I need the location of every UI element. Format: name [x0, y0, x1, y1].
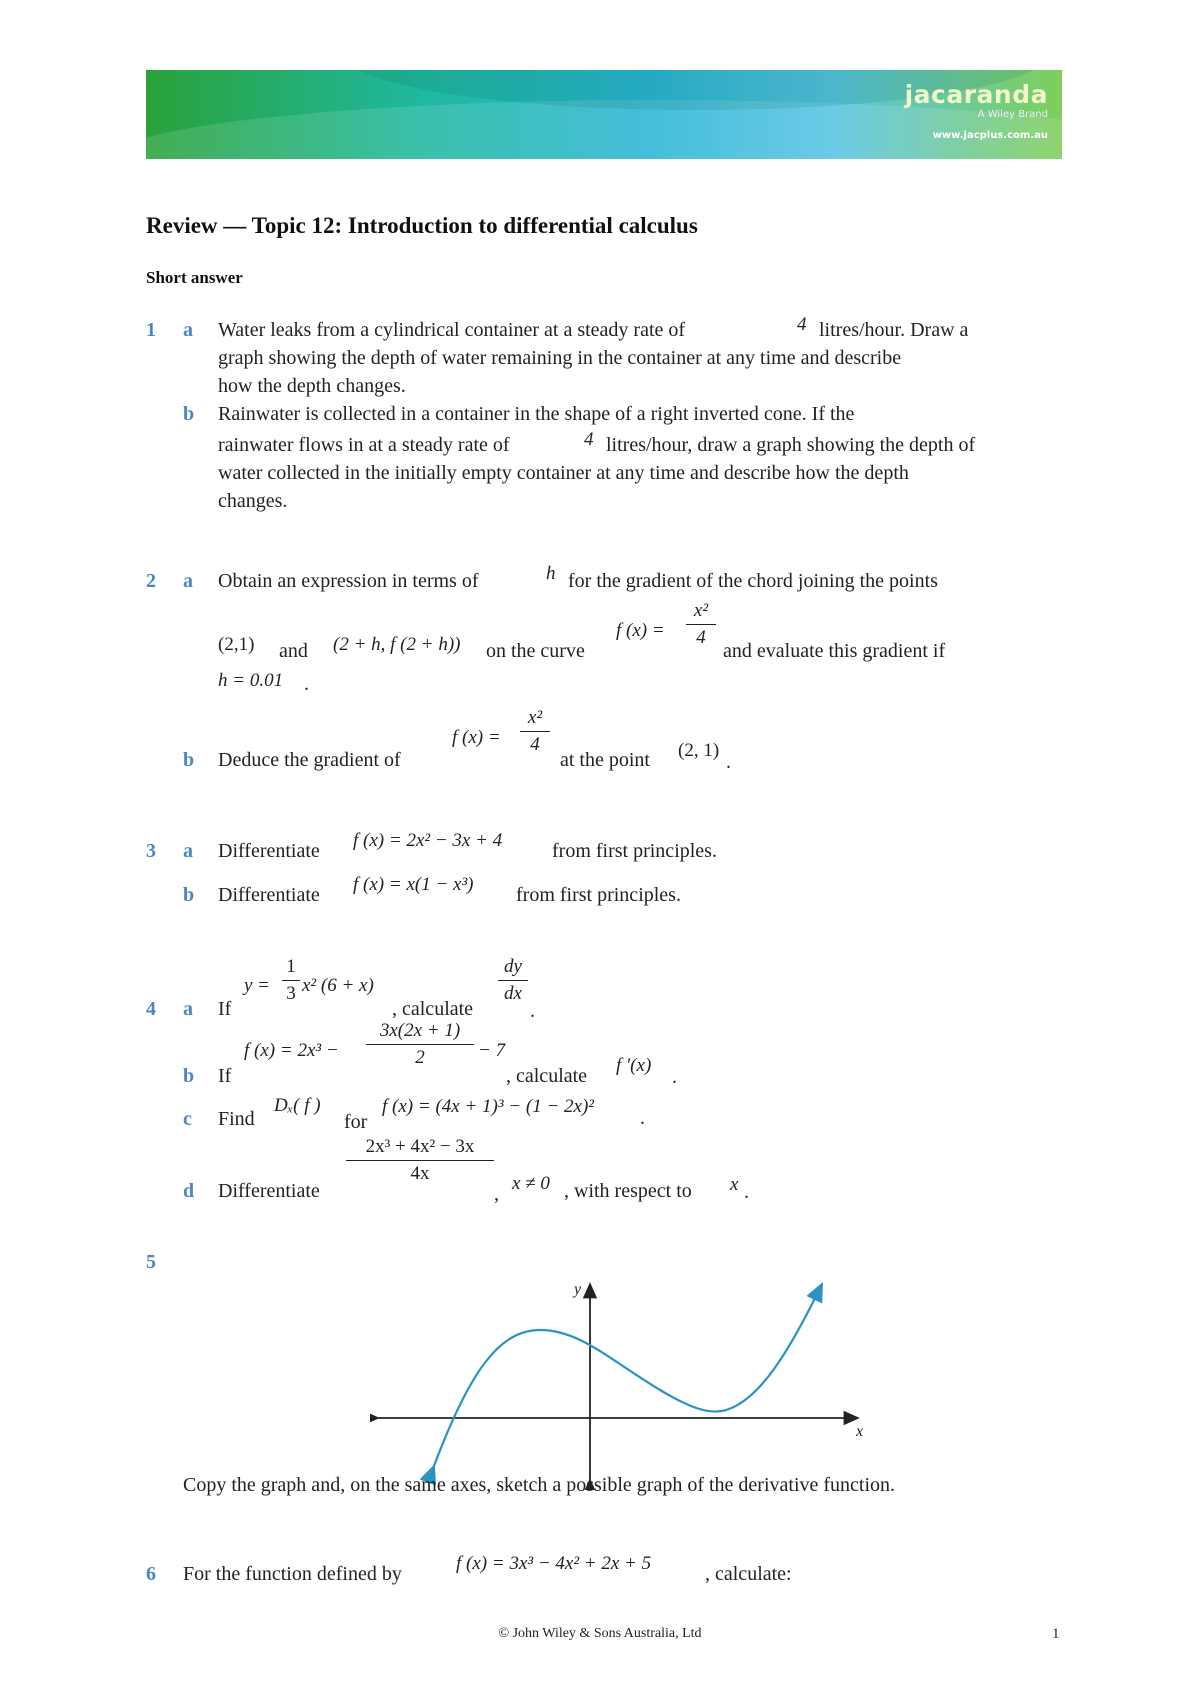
question-text: If	[218, 998, 232, 1020]
copyright-footer: © John Wiley & Sons Australia, Ltd	[498, 1626, 702, 1641]
header-banner	[146, 70, 1062, 159]
question-text: .	[672, 1066, 677, 1088]
question-text: Obtain an expression in terms of	[218, 570, 479, 592]
question-number: 6	[146, 1563, 156, 1585]
part-label: a	[183, 998, 193, 1020]
brand-url: www.jacplus.com.au	[932, 130, 1048, 141]
question-text: graph showing the depth of water remaining in the container at any time and describe	[218, 347, 902, 369]
fraction-numerator: 3x(2x + 1)	[366, 1020, 474, 1045]
fraction-numerator: x²	[686, 600, 716, 625]
math-variable: h	[546, 563, 556, 584]
part-label: a	[183, 570, 193, 592]
question-text: litres/hour, draw a graph showing the depth of	[606, 434, 976, 456]
page-number: 1	[1052, 1626, 1060, 1642]
question-text: litres/hour. Draw a	[819, 319, 969, 341]
question-text: Differentiate	[218, 840, 320, 862]
question-text: ,	[494, 1183, 499, 1205]
math-fraction	[366, 1020, 474, 1069]
math-fraction	[520, 707, 550, 756]
brand-name: jacaranda	[904, 80, 1048, 109]
question-text: for	[344, 1111, 368, 1133]
math-point: (2, 1)	[678, 740, 720, 761]
part-label: c	[183, 1108, 192, 1130]
question-text: .	[304, 673, 309, 695]
math-function: f (x) =	[452, 727, 501, 748]
math-function: f (x) = 2x³ −	[244, 1040, 339, 1061]
part-label: b	[183, 1065, 195, 1087]
question-text: rainwater flows in at a steady rate of	[218, 434, 510, 456]
math-function: f (x) =	[616, 620, 665, 641]
question-text: Differentiate	[218, 1180, 320, 1202]
math-expression: x² (6 + x)	[302, 975, 374, 996]
fraction-denominator: dx	[504, 983, 522, 1004]
cubic-graph	[370, 1270, 870, 1490]
question-text: .	[726, 751, 731, 773]
math-function: f (x) = x(1 − x³)	[353, 874, 474, 895]
math-point: (2 + h, f (2 + h))	[333, 634, 461, 655]
question-text: , with respect to	[564, 1180, 692, 1202]
brand-logo	[905, 82, 1048, 141]
math-value: 4	[584, 429, 594, 450]
question-text: and	[279, 640, 308, 662]
math-value: 4	[797, 314, 807, 335]
math-value: h = 0.01	[218, 670, 284, 691]
question-text: Find	[218, 1108, 255, 1130]
brand-tagline: A Wiley Brand	[977, 109, 1048, 120]
part-label: a	[183, 840, 193, 862]
question-text: how the depth changes.	[218, 375, 406, 397]
math-function: f (x) = (4x + 1)³ − (1 − 2x)²	[382, 1096, 594, 1117]
part-label: d	[183, 1180, 195, 1202]
x-axis-label: x	[856, 1423, 864, 1440]
question-text: If	[218, 1065, 232, 1087]
page-title: Review — Topic 12: Introduction to differential calculus	[146, 213, 698, 238]
question-text: .	[744, 1181, 749, 1203]
math-condition: x ≠ 0	[512, 1173, 550, 1194]
cubic-curve	[434, 1284, 822, 1466]
fraction-numerator: 2x³ + 4x² − 3x	[346, 1136, 494, 1161]
question-text: from first principles.	[516, 884, 681, 906]
question-text: Copy the graph and, on the same axes, sketch a possible graph of the derivative function.	[183, 1474, 896, 1496]
question-number: 2	[146, 570, 156, 592]
question-text: changes.	[218, 490, 288, 512]
question-text: .	[530, 1000, 535, 1022]
section-heading: Short answer	[146, 268, 243, 287]
math-function: f ′(x)	[616, 1055, 652, 1076]
question-text: , calculate	[506, 1065, 588, 1087]
fraction-denominator: 4x	[410, 1163, 430, 1184]
question-text: Rainwater is collected in a container in the shape of a right inverted cone. If the	[218, 403, 855, 425]
question-text: Water leaks from a cylindrical container at a steady rate of	[218, 319, 686, 341]
math-point: (2,1)	[218, 634, 255, 655]
math-fraction	[686, 600, 716, 649]
question-number: 1	[146, 319, 156, 341]
fraction-numerator: dy	[498, 956, 528, 981]
y-axis-label: y	[574, 1281, 582, 1298]
math-fraction	[282, 956, 300, 1005]
question-text: , calculate:	[705, 1563, 792, 1585]
fraction-denominator: 4	[530, 734, 540, 755]
fraction-denominator: 2	[415, 1047, 425, 1068]
math-function: f (x) = 2x² − 3x + 4	[353, 830, 503, 851]
fraction-denominator: 3	[286, 983, 296, 1004]
math-derivative	[498, 956, 528, 1005]
part-label: b	[183, 749, 195, 771]
question-text: Deduce the gradient of	[218, 749, 401, 771]
question-number: 3	[146, 840, 156, 862]
question-text: on the curve	[486, 640, 585, 662]
question-text: for the gradient of the chord joining the points	[568, 570, 938, 592]
math-expression: − 7	[478, 1040, 506, 1061]
part-label: b	[183, 403, 195, 425]
fraction-numerator: 1	[282, 956, 300, 981]
question-text: Differentiate	[218, 884, 320, 906]
part-label: a	[183, 319, 193, 341]
math-function: y =	[244, 975, 271, 996]
question-text: .	[640, 1107, 645, 1129]
math-fraction	[346, 1136, 494, 1185]
math-operator: Dₓ( f )	[274, 1095, 321, 1116]
part-label: b	[183, 884, 195, 906]
math-function: f (x) = 3x³ − 4x² + 2x + 5	[456, 1553, 652, 1574]
question-text: , calculate	[392, 998, 474, 1020]
fraction-numerator: x²	[520, 707, 550, 732]
fraction-denominator: 4	[696, 627, 706, 648]
math-variable: x	[730, 1174, 739, 1195]
question-text: from first principles.	[552, 840, 717, 862]
question-text: For the function defined by	[183, 1563, 402, 1585]
question-number: 4	[146, 998, 156, 1020]
question-text: water collected in the initially empty container at any time and describe how the depth	[218, 462, 909, 484]
question-text: at the point	[560, 749, 650, 771]
question-text: and evaluate this gradient if	[723, 640, 946, 662]
question-number: 5	[146, 1251, 156, 1273]
